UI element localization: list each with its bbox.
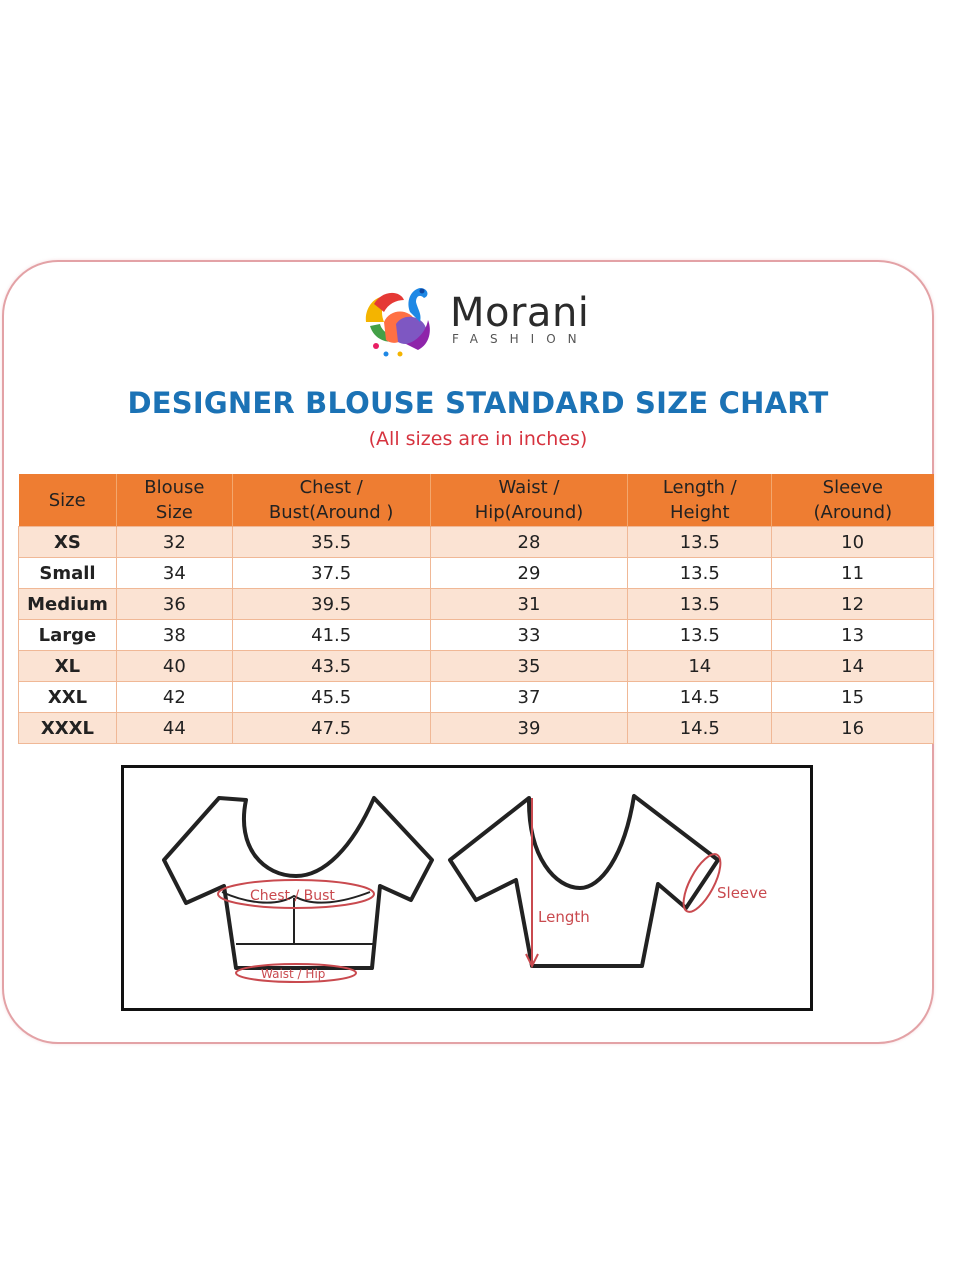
waist-cell: 29 xyxy=(430,558,628,589)
chest-bust-label: Chest / Bust xyxy=(250,888,335,904)
length-cell: 14.5 xyxy=(628,682,772,713)
header-size: Size xyxy=(19,474,117,527)
blouse-measurement-diagram xyxy=(121,765,813,1011)
sleeve-cell: 16 xyxy=(772,713,934,744)
size-cell: XXXL xyxy=(19,713,117,744)
header-length-height: Length / Height xyxy=(628,474,772,527)
table-row xyxy=(19,620,934,651)
size-cell: Medium xyxy=(19,589,117,620)
waist-cell: 28 xyxy=(430,527,628,558)
sleeve-cell: 15 xyxy=(772,682,934,713)
size-cell: XXL xyxy=(19,682,117,713)
sleeve-cell: 11 xyxy=(772,558,934,589)
length-cell: 13.5 xyxy=(628,527,772,558)
blouse-size-cell: 38 xyxy=(116,620,232,651)
blouse-size-cell: 42 xyxy=(116,682,232,713)
blouse-size-cell: 40 xyxy=(116,651,232,682)
chest-cell: 47.5 xyxy=(232,713,430,744)
waist-cell: 33 xyxy=(430,620,628,651)
length-cell: 14 xyxy=(628,651,772,682)
waist-cell: 37 xyxy=(430,682,628,713)
sleeve-cell: 13 xyxy=(772,620,934,651)
table-row xyxy=(19,713,934,744)
blouse-front-illustration xyxy=(164,798,432,968)
brand-name: Morani xyxy=(450,290,590,336)
chart-title: DESIGNER BLOUSE STANDARD SIZE CHART xyxy=(127,386,829,420)
header-blouse-size: Blouse Size xyxy=(116,474,232,527)
chest-cell: 39.5 xyxy=(232,589,430,620)
sleeve-cell: 10 xyxy=(772,527,934,558)
size-table xyxy=(18,474,934,744)
waist-cell: 39 xyxy=(430,713,628,744)
table-row xyxy=(19,682,934,713)
blouse-size-cell: 44 xyxy=(116,713,232,744)
chest-cell: 43.5 xyxy=(232,651,430,682)
length-cell: 13.5 xyxy=(628,620,772,651)
chest-cell: 37.5 xyxy=(232,558,430,589)
chest-cell: 41.5 xyxy=(232,620,430,651)
length-cell: 13.5 xyxy=(628,589,772,620)
chest-cell: 35.5 xyxy=(232,527,430,558)
length-cell: 13.5 xyxy=(628,558,772,589)
brand-tagline: FASHION xyxy=(452,332,589,346)
size-cell: XS xyxy=(19,527,117,558)
blouse-back-illustration xyxy=(450,796,718,966)
header-sleeve: Sleeve (Around) xyxy=(772,474,934,527)
header-chest-bust: Chest / Bust(Around ) xyxy=(232,474,430,527)
size-cell: Small xyxy=(19,558,117,589)
sleeve-label: Sleeve xyxy=(717,884,768,902)
table-row xyxy=(19,558,934,589)
blouse-size-cell: 34 xyxy=(116,558,232,589)
sleeve-cell: 12 xyxy=(772,589,934,620)
waist-cell: 31 xyxy=(430,589,628,620)
sleeve-cell: 14 xyxy=(772,651,934,682)
length-cell: 14.5 xyxy=(628,713,772,744)
chest-cell: 45.5 xyxy=(232,682,430,713)
blouse-size-cell: 36 xyxy=(116,589,232,620)
size-cell: XL xyxy=(19,651,117,682)
length-label: Length xyxy=(538,908,590,926)
size-cell: Large xyxy=(19,620,117,651)
chart-subtitle: (All sizes are in inches) xyxy=(368,428,588,450)
header-waist-hip: Waist / Hip(Around) xyxy=(430,474,628,527)
blouse-size-cell: 32 xyxy=(116,527,232,558)
table-row xyxy=(19,651,934,682)
waist-cell: 35 xyxy=(430,651,628,682)
waist-hip-label: Waist / Hip xyxy=(261,967,326,981)
table-row xyxy=(19,589,934,620)
table-row xyxy=(19,527,934,558)
table-header-row xyxy=(19,474,934,527)
